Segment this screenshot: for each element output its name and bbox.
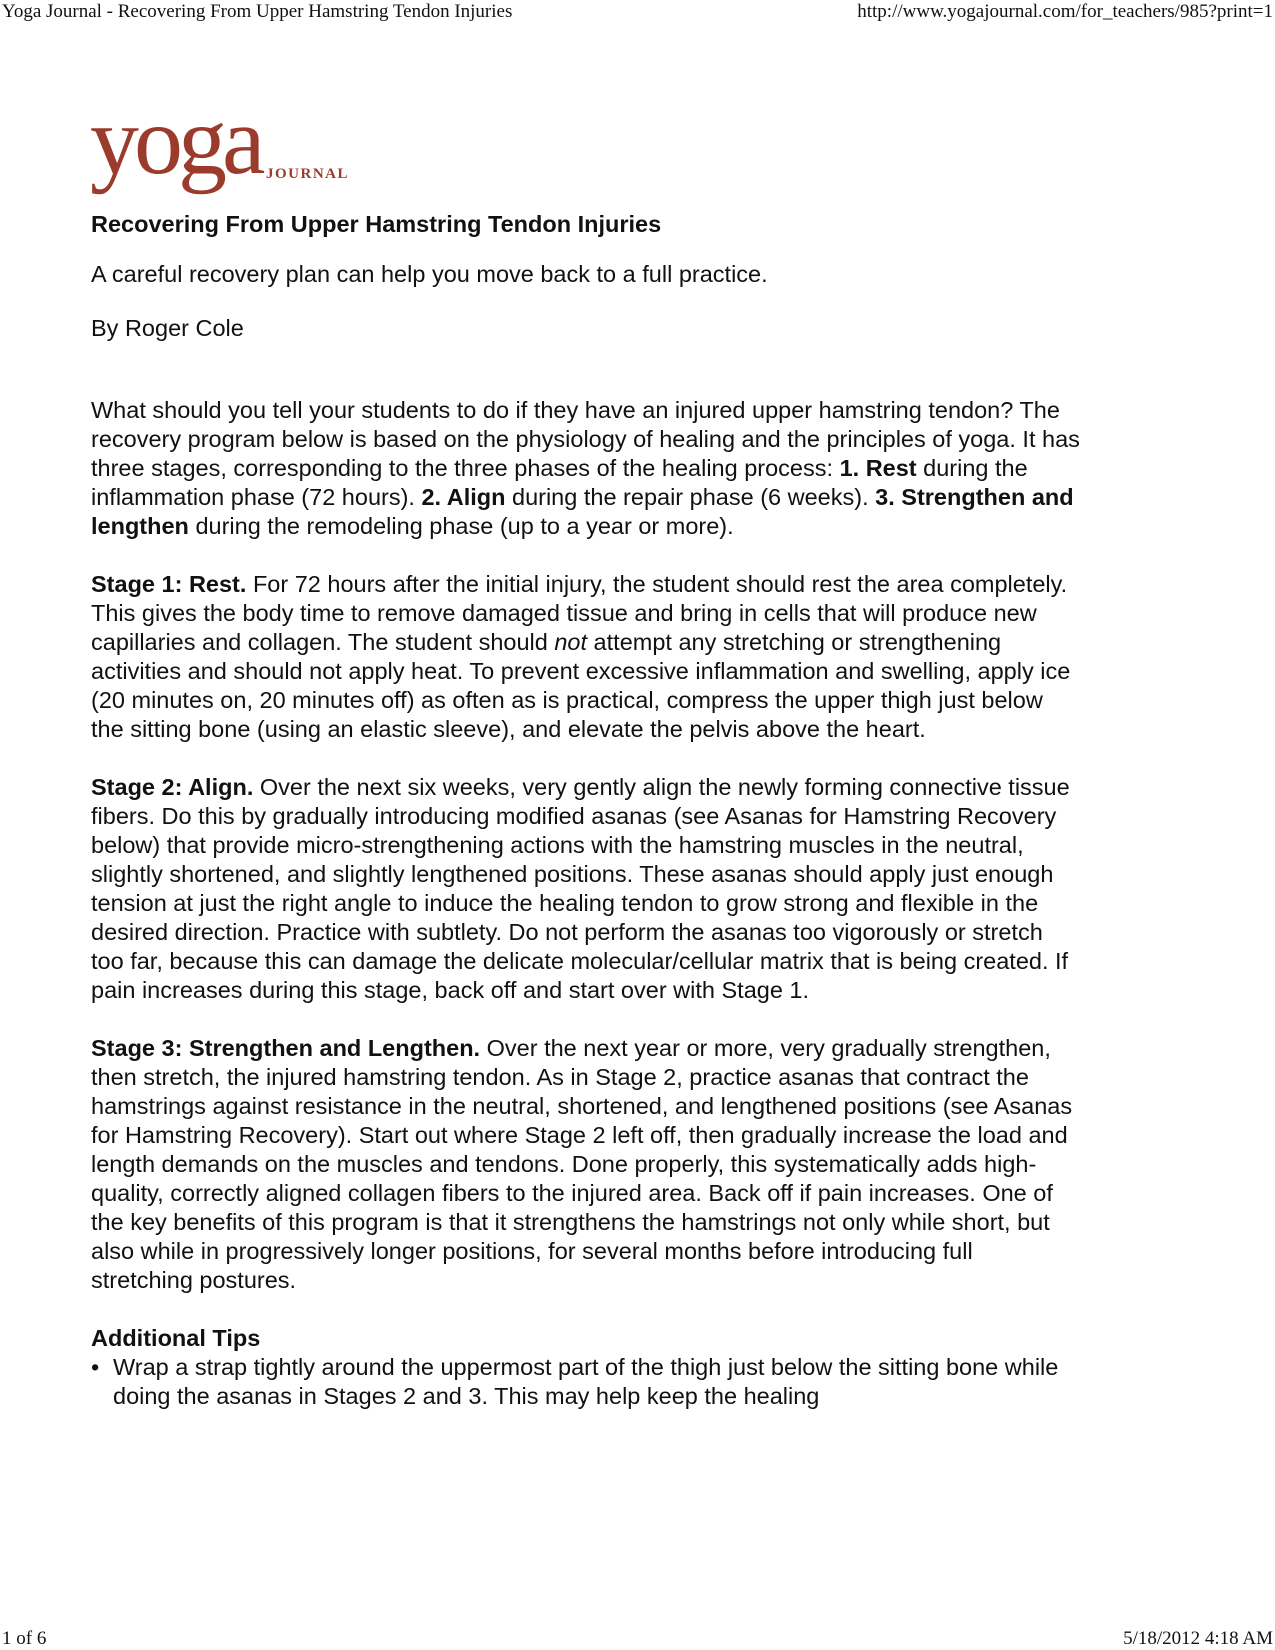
- stage1-emphasis: not: [554, 629, 588, 655]
- article-title: Recovering From Upper Hamstring Tendon Injuries: [91, 211, 662, 237]
- intro-phase-rest: 1. Rest: [839, 455, 917, 481]
- stage3-text: Over the next year or more, very gradually strengthen, then stretch, the injured hamstring tendon. As in Stage 2, practice asanas that contract the hamstrings against resistance in the neutral, shortened, and lengthened positions (see Asanas for Hamstring Recovery). Start out where Stage 2 left off, then gradually increase the load and length demands on the muscles and tendons. Done properly, this systematically adds high-quality, correctly aligned collagen fibers to the injured area. Back off if pain increases. One of the key benefits of this program is that it strengthens the hamstrings not only while short, but also while in progressively longer positions, for several months before introducing full stretching postures.: [91, 1035, 1073, 1293]
- stage3-heading: Stage 3: Strengthen and Lengthen.: [91, 1035, 481, 1061]
- intro-text-4: during the remodeling phase (up to a year or more).: [188, 513, 734, 539]
- article-byline: By Roger Cole: [91, 315, 244, 341]
- stage3-paragraph: [91, 1034, 1081, 1295]
- stage2-heading: Stage 2: Align.: [91, 774, 254, 800]
- intro-text-3: during the repair phase (6 weeks).: [505, 484, 876, 510]
- tips-list: [91, 1353, 1081, 1411]
- tips-heading: Additional Tips: [91, 1325, 261, 1351]
- print-header-title: Yoga Journal - Recovering From Upper Hamstring Tendon Injuries: [2, 1, 513, 22]
- logo-subtitle: JOURNAL: [266, 166, 350, 182]
- intro-paragraph: [91, 396, 1081, 541]
- intro-text-2: during the inflammation phase (72 hours).: [91, 455, 1028, 510]
- yoga-journal-logo: [90, 87, 380, 202]
- intro-phase-align: 2. Align: [421, 484, 506, 510]
- tip-text: Wrap a strap tightly around the uppermost part of the thigh just below the sitting bone while doing the asanas in Stages 2 and 3. This may help keep the healing: [113, 1354, 1059, 1409]
- stage1-heading: Stage 1: Rest.: [91, 571, 247, 597]
- article-body: [91, 210, 1081, 1411]
- logo-wordmark: yoga: [90, 87, 261, 195]
- print-footer-timestamp: 5/18/2012 4:18 AM: [1123, 1628, 1273, 1649]
- article-deck: A careful recovery plan can help you move back to a full practice.: [91, 261, 768, 287]
- print-header-url: http://www.yogajournal.com/for_teachers/985?print=1: [857, 1, 1273, 22]
- intro-phase-strengthen: 3. Strengthen and lengthen: [91, 484, 1074, 539]
- stage1-text-a: For 72 hours after the initial injury, the student should rest the area completely. This gives the body time to remove damaged tissue and bring in cells that will produce new capillaries and collagen. The student should: [91, 571, 1068, 655]
- stage2-text: Over the next six weeks, very gently align the newly forming connective tissue fibers. Do this by gradually introducing modified asanas (see Asanas for Hamstring Recovery below) that provide micro-strengthening actions with the hamstring muscles in the neutral, slightly shortened, and slightly lengthened positions. These asanas should apply just enough tension at just the right angle to induce the healing tendon to grow strong and flexible in the desired direction. Practice with subtlety. Do not perform the asanas too vigorously or stretch too far, because this can damage the delicate molecular/cellular matrix that is being created. If pain increases during this stage, back off and start over with Stage 1.: [91, 774, 1070, 1003]
- print-footer-page: 1 of 6: [2, 1628, 47, 1649]
- stage1-text-b: attempt any stretching or strengthening activities and should not apply heat. To prevent excessive inflammation and swelling, apply ice (20 minutes on, 20 minutes off) as often as is practical, compress the upper thigh just below the sitting bone (using an elastic sleeve), and elevate the pelvis above the heart.: [91, 629, 1071, 742]
- intro-text-1: What should you tell your students to do if they have an injured upper hamstring tendon? The recovery program below is based on the physiology of healing and the principles of yoga. It has three stages, corresponding to the three phases of the healing process:: [91, 397, 1080, 481]
- bullet-icon: •: [91, 1354, 100, 1380]
- stage2-paragraph: [91, 773, 1081, 1005]
- stage1-paragraph: [91, 570, 1081, 744]
- tips-list-item: [91, 1353, 1081, 1411]
